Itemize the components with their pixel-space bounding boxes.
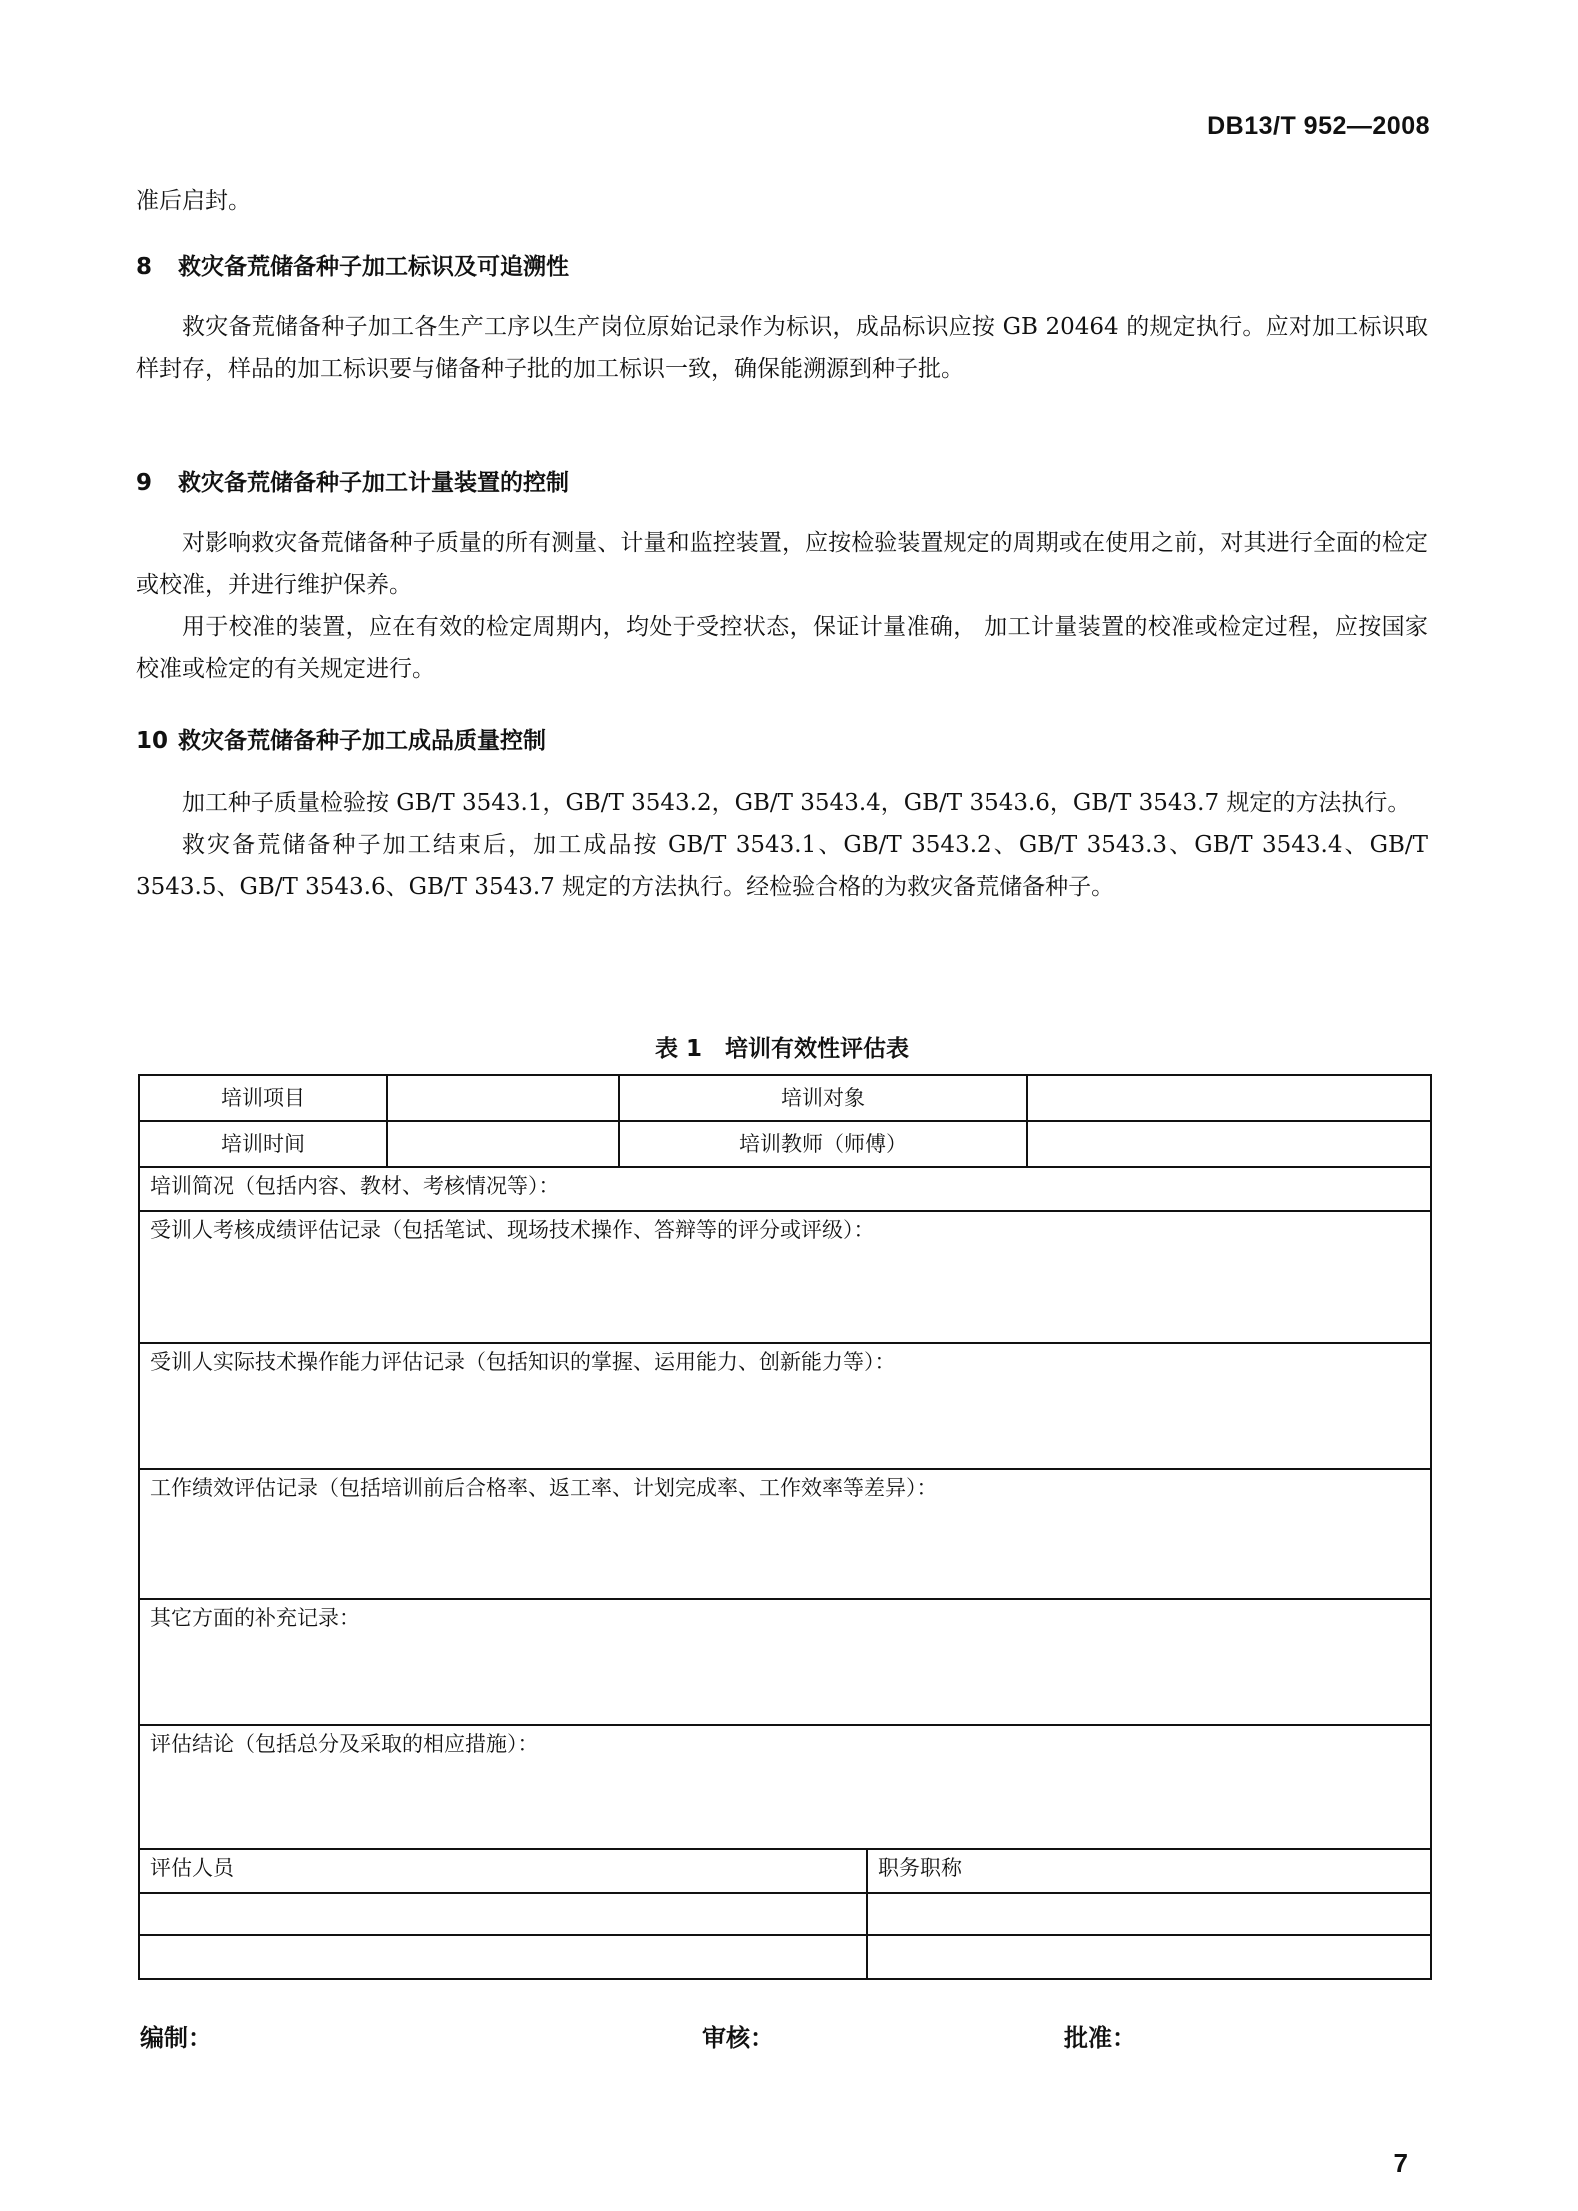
table-row — [139, 1167, 1431, 1211]
table-title: 表 1 培训有效性评估表 — [654, 1036, 909, 1062]
label-title-position: 职务职称 — [867, 1849, 1431, 1893]
block-training-summary: 培训简况（包括内容、教材、考核情况等）： — [139, 1167, 1431, 1211]
value-training-time — [387, 1121, 619, 1167]
section-9-heading — [136, 468, 569, 498]
label-training-time: 培训时间 — [139, 1121, 387, 1167]
section-10-heading — [136, 726, 546, 756]
section-8-heading — [136, 252, 569, 282]
training-evaluation-table — [138, 1074, 1432, 1980]
block-supplementary-record: 其它方面的补充记录： — [139, 1599, 1431, 1725]
value-training-teacher — [1027, 1121, 1431, 1167]
section-number: 9 — [136, 470, 153, 496]
label-assessor: 评估人员 — [139, 1849, 867, 1893]
paragraph: 救灾备荒储备种子加工各生产工序以生产岗位原始记录作为标识，成品标识应按 GB 20464 的规定执行。应对加工标识取样封存，样品的加工标识要与储备种子批的加工标识一致，确保能溯源到种子批。 — [136, 314, 1428, 382]
section-title: 救灾备荒储备种子加工标识及可追溯性 — [178, 254, 570, 280]
prepared-by-label: 编制： — [140, 2024, 212, 2052]
table-row — [139, 1211, 1431, 1343]
block-evaluation-conclusion: 评估结论（包括总分及采取的相应措施）： — [139, 1725, 1431, 1849]
section-title: 救灾备荒储备种子加工成品质量控制 — [178, 728, 547, 754]
section-9-body — [136, 522, 1428, 690]
assessor-cell — [139, 1935, 867, 1979]
value-training-target — [1027, 1075, 1431, 1121]
label-training-teacher: 培训教师（师傅） — [619, 1121, 1027, 1167]
table-row — [139, 1893, 1431, 1935]
intro-text: 准后启封。 — [136, 188, 251, 214]
table-row — [139, 1469, 1431, 1599]
label-training-item: 培训项目 — [139, 1075, 387, 1121]
block-performance-record: 工作绩效评估记录（包括培训前后合格率、返工率、计划完成率、工作效率等差异）： — [139, 1469, 1431, 1599]
section-number: 8 — [136, 254, 153, 280]
table-row — [139, 1599, 1431, 1725]
section-8-body — [136, 306, 1428, 390]
table-row — [139, 1935, 1431, 1979]
value-training-item — [387, 1075, 619, 1121]
block-practical-ability-record: 受训人实际技术操作能力评估记录（包括知识的掌握、运用能力、创新能力等）： — [139, 1343, 1431, 1469]
table-row — [139, 1343, 1431, 1469]
block-exam-score-record: 受训人考核成绩评估记录（包括笔试、现场技术操作、答辩等的评分或评级）： — [139, 1211, 1431, 1343]
reviewed-by-label: 审核： — [702, 2024, 774, 2052]
intro-fragment — [136, 180, 1428, 222]
table-row — [139, 1121, 1431, 1167]
table-row — [139, 1725, 1431, 1849]
table-row — [139, 1849, 1431, 1893]
section-title: 救灾备荒储备种子加工计量装置的控制 — [178, 470, 570, 496]
label-training-target: 培训对象 — [619, 1075, 1027, 1121]
page-number: 7 — [1393, 2148, 1408, 2178]
approved-by-label: 批准： — [1064, 2024, 1136, 2052]
section-number: 10 — [136, 728, 169, 754]
title-cell — [867, 1893, 1431, 1935]
section-10-body — [136, 782, 1428, 908]
table-row — [139, 1075, 1431, 1121]
title-cell — [867, 1935, 1431, 1979]
paragraph: 加工种子质量检验按 GB/T 3543.1，GB/T 3543.2，GB/T 3543.4，GB/T 3543.6，GB/T 3543.7 规定的方法执行。 — [182, 790, 1411, 816]
standard-code: DB13/T 952—2008 — [1207, 112, 1430, 140]
assessor-cell — [139, 1893, 867, 1935]
paragraph: 对影响救灾备荒储备种子质量的所有测量、计量和监控装置，应按检验装置规定的周期或在使用之前，对其进行全面的检定或校准，并进行维护保养。 — [136, 530, 1428, 598]
paragraph: 救灾备荒储备种子加工结束后，加工成品按 GB/T 3543.1、GB/T 3543.2、GB/T 3543.3、GB/T 3543.4、GB/T 3543.5、GB/T 3543.6、GB/T 3543.7 规定的方法执行。经检验合格的为救灾备荒储备种子。 — [136, 832, 1428, 900]
paragraph: 用于校准的装置，应在有效的检定周期内，均处于受控状态，保证计量准确， 加工计量装置的校准或检定过程，应按国家校准或检定的有关规定进行。 — [136, 614, 1428, 682]
